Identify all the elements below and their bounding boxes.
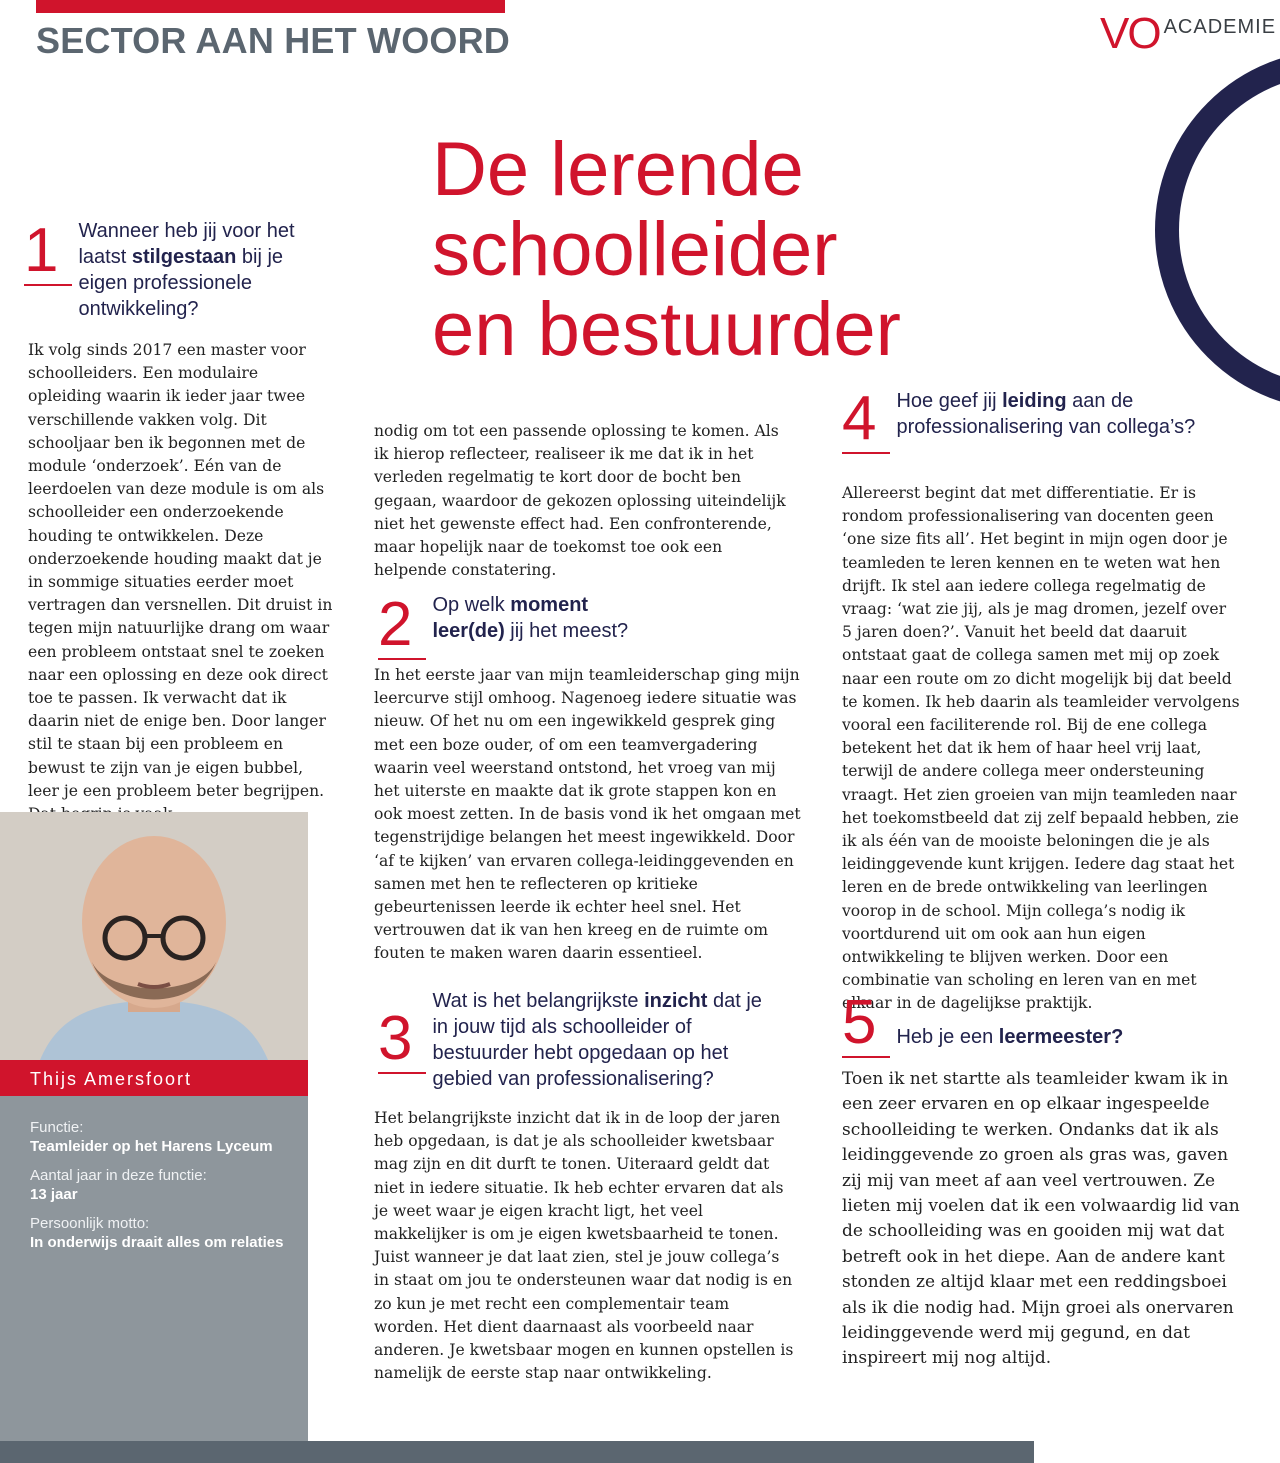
function-value: Teamleider op het Harens Lyceum <box>30 1138 273 1155</box>
question-text: Op welk moment leer(de) jij het meest? <box>432 594 629 642</box>
question-text: Heb je een leermeester? <box>896 1026 1124 1048</box>
question-number: 3 <box>378 1006 426 1074</box>
bottom-bar <box>0 1441 1034 1463</box>
question-5-heading <box>842 990 1262 1058</box>
answer-2: In het eerste jaar van mijn teamleiderschap ging mijn leercurve stijl omhoog. Nagenoeg iedere situatie was nieuw. Of het nu om een ingewikkeld gesprek ging met een boze ouder, of om een teamvergadering waarin veel weerstand ontstond, het vroeg van mij het uiterste en maakte dat ik grote stappen kon en ook moest zetten. In de basis vond ik het omgaan met tegenstrijdige belangen het meest ingewikkeld. Door ‘af te kijken’ van ervaren collega-leidinggevenden en samen met hen te reflecteren op kritieke gebeurtenissen leerde ik echter heel snel. Het vertrouwen dat ik van hen kreeg en de ruimte om fouten te maken waren daarin essentieel. <box>374 666 801 963</box>
answer-5: Toen ik net startte als teamleider kwam ik in een zeer ervaren en op elkaar ingespeelde schoolleiding te werken. Ondanks dat ik als leidinggevende zo groen als gras was, gaven zij mij van meet af aan veel vertrouwen. Ze lieten mij voelen dat ik een volwaardig lid van de schoolleiding was en gooiden mij wat dat betreft ook in het diepe. Aan de andere kant stonden ze altijd klaar met een reddingsboei als ik die nodig had. Mijn groei als onervaren leidinggevende werd mij gegund, en dat inspireert mij nog altijd. <box>842 1069 1240 1369</box>
question-text: Wanneer heb jij voor het laatst stilgestaan bij je eigen professionele ontwikkeling? <box>78 220 295 320</box>
question-4-heading <box>842 386 1262 454</box>
question-2-heading <box>378 592 798 660</box>
logo-text: ACADEMIE <box>1163 16 1277 38</box>
question-number: 1 <box>24 218 72 286</box>
question-text: Wat is het belangrijkste inzicht dat je in jouw tijd als schoolleider of bestuurder hebt opgedaan op het gebied van professionalisering? <box>432 990 762 1090</box>
question-3-heading <box>378 988 798 1092</box>
question-number: 5 <box>842 990 890 1058</box>
profile-name: Thijs Amersfoort <box>0 1060 308 1096</box>
answer-4: Allereerst begint dat met differentiatie. Er is rondom professionalisering van docenten geen ‘one size fits all’. Het begint in mijn ogen door je teamleden te leren kennen en te weten wat hen drijft. Ik stel aan iedere collega regelmatig de vraag: ‘wat zie jij, als je mag dromen, jezelf over 5 jaren doen?’. Vanuit het beeld dat daaruit ontstaat gaat de collega samen met mij op zoek naar een route om zo dicht mogelijk bij dat beeld te komen. Ik heb daarin als teamleider vervolgens vooral een faciliterende rol. Bij de ene collega betekent het dat ik hem of haar heel vrij laat, terwijl de andere collega meer ondersteuning vraagt. Het zien groeien van mijn teamleden naar het toekomstbeeld dat zij zelf bepaald hebben, zie ik als één van de mooiste beloningen die je als leidinggevende kunt krijgen. Iedere dag staat het leren en de brede ontwikkeling van leerlingen voorop in de school. Mijn collega’s nodig ik voortdurend uit om ook aan hun eigen ontwikkeling te blijven werken. Door een combinatie van scholing en leren van en met elkaar in de dagelijkse praktijk. <box>842 484 1240 1013</box>
decorative-circle <box>1155 50 1280 410</box>
profile-info <box>0 1096 308 1441</box>
answer-1: Ik volg sinds 2017 een master voor schoolleiders. Een modulaire opleiding waarin ik ieder jaar twee verschillende vakken volg. Dit schooljaar ben ik begonnen met de module ‘onderzoek’. Eén van de leerdoelen van deze module is om als schoolleider een onderzoekende houding te ontwikkelen. Deze onderzoekende houding maakt dat je in sommige situaties eerder moet vertragen dan versnellen. Dit druist in tegen mijn natuurlijke drang om waar een probleem ontstaat snel te zoeken naar een oplossing en deze ook direct toe te passen. Ik verwacht dat ik daarin niet de enige ben. Door langer stil te staan bij een probleem en bewust te zijn van je eigen bubbel, leer je een probleem beter begrijpen. <box>28 341 333 800</box>
answer-1-continued: nodig om tot een passende oplossing te komen. Als ik hierop reflecteer, realiseer ik me dat ik in het verleden regelmatig te kort door de bocht ben gegaan, waardoor de gekozen oplossing uiteindelijk niet het gewenste effect had. Een confronterende, maar hopelijk naar de toekomst toe ook een helpende constatering. <box>374 422 786 580</box>
logo-vo: VO <box>1100 9 1160 58</box>
section-title: SECTOR AAN HET WOORD <box>36 20 511 61</box>
years-value: 13 jaar <box>30 1186 78 1203</box>
title-line-2: schoolleider <box>432 207 838 292</box>
question-text: Hoe geef jij leiding aan de professionalisering van collega’s? <box>896 390 1196 438</box>
question-1-heading <box>24 218 324 322</box>
years-label: Aantal jaar in deze functie: <box>30 1167 207 1184</box>
title-line-3: en bestuurder <box>432 287 901 372</box>
top-accent-bar <box>36 0 505 13</box>
profile-photo <box>0 812 308 1060</box>
motto-label: Persoonlijk motto: <box>30 1215 150 1232</box>
title-line-1: De lerende <box>432 127 804 212</box>
motto-value: In onderwijs draait alles om relaties <box>30 1234 284 1251</box>
question-number: 2 <box>378 592 426 660</box>
answer-3: Het belangrijkste inzicht dat ik in de loop der jaren heb opgedaan, is dat je als schoolleider kwetsbaar mag zijn en dit durft te tonen. Uiteraard geldt dat niet in iedere situatie. Ik heb echter ervaren dat als je weet waar je eigen kracht ligt, het veel makkelijker is om je eigen kwetsbaarheid te tonen. Juist wanneer je dat laat zien, stel je jouw collega’s in staat om jou te ondersteunen waar dat nodig is en zo kun je met recht een complementair team worden. Het dient daarnaast als voorbeeld naar anderen. Je kwetsbaar mogen en kunnen opstellen is namelijk de eerste stap naar ontwikkeling. <box>374 1109 794 1383</box>
vo-academie-logo <box>1100 9 1277 58</box>
article-title <box>432 127 952 372</box>
function-label: Functie: <box>30 1119 84 1136</box>
question-number: 4 <box>842 386 890 454</box>
portrait-illustration <box>0 812 308 1060</box>
